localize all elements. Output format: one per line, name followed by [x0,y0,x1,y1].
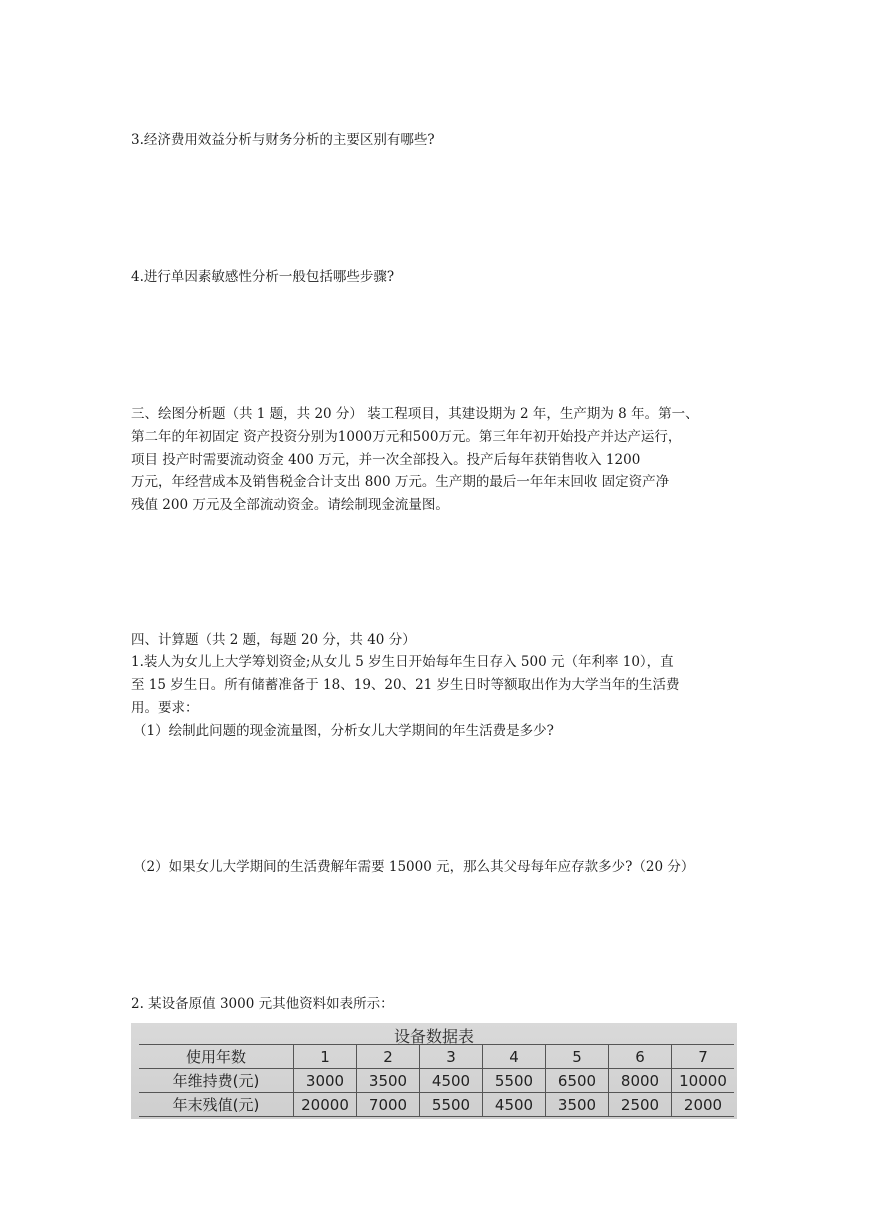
q2-intro: 2. 某设备原值 3000 元其他资料如表所示： [131,996,394,1012]
q1-part-2: （2）如果女儿大学期间的生活费解年需要 15000 元，那么其父母每年应存款多少?（20 分） [133,859,695,875]
year-cell: 3 [420,1045,483,1069]
row-label: 年末残值(元) [139,1093,294,1117]
section-3-line: 项目 投产时需要流动资金 400 万元，并一次全部投入。投产后每年获销售收入 1200 [131,452,641,468]
equipment-table-photo [131,1023,737,1119]
table-cell: 7000 [357,1093,420,1117]
table-cell: 4500 [420,1069,483,1093]
table-cell: 4500 [483,1093,546,1117]
table-cell: 8000 [609,1069,672,1093]
q1-part-1: （1）绘制此问题的现金流量图，分析女儿大学期间的年生活费是多少? [133,723,554,739]
table-cell: 6500 [546,1069,609,1093]
table-title: 设备数据表 [393,1027,474,1046]
table-cell: 5500 [483,1069,546,1093]
question-3: 3.经济费用效益分析与财务分析的主要区别有哪些? [131,132,435,148]
year-cell: 1 [294,1045,357,1069]
year-cell: 6 [609,1045,672,1069]
table-cell: 20000 [294,1093,357,1117]
section-3-line: 残值 200 万元及全部流动资金。请绘制现金流量图。 [131,497,449,513]
year-cell: 4 [483,1045,546,1069]
table-cell: 2000 [672,1093,735,1117]
table-cell: 5500 [420,1093,483,1117]
table-cell: 3000 [294,1069,357,1093]
q1-line: 至 15 岁生日。所有储蓄准备于 18、19、20、21 岁生日时等额取出作为大学当年的生活费 [131,677,680,693]
section-4-heading: 四、计算题（共 2 题，每题 20 分，共 40 分） [131,632,416,648]
table-row [139,1093,734,1117]
equipment-table [139,1044,734,1117]
q1-line: 1.装人为女儿上大学筹划资金;从女儿 5 岁生日开始每年生日存入 500 元（年利率 10），直 [131,654,674,670]
year-cell: 7 [672,1045,735,1069]
year-cell: 5 [546,1045,609,1069]
table-cell: 10000 [672,1069,735,1093]
table-cell: 3500 [546,1093,609,1117]
table-header-row [139,1045,734,1069]
row-label: 年维持费(元) [139,1069,294,1093]
header-label: 使用年数 [139,1045,294,1069]
question-4: 4.进行单因素敏感性分析一般包括哪些步骤? [131,269,395,285]
table-row [139,1069,734,1093]
section-3-line: 三、绘图分析题（共 1 题，共 20 分） 装工程项目，其建设期为 2 年，生产期为 8 年。第一、 [131,406,699,422]
table-cell: 3500 [357,1069,420,1093]
section-3-line: 第二年的年初固定 资产投资分别为1000万元和500万元。第三年年初开始投产并达产运行， [131,429,682,445]
q1-line: 用。要求： [131,700,199,716]
section-3-line: 万元，年经营成本及销售税金合计支出 800 万元。生产期的最后一年年末回收 固定资产净 [131,474,670,490]
year-cell: 2 [357,1045,420,1069]
table-cell: 2500 [609,1093,672,1117]
